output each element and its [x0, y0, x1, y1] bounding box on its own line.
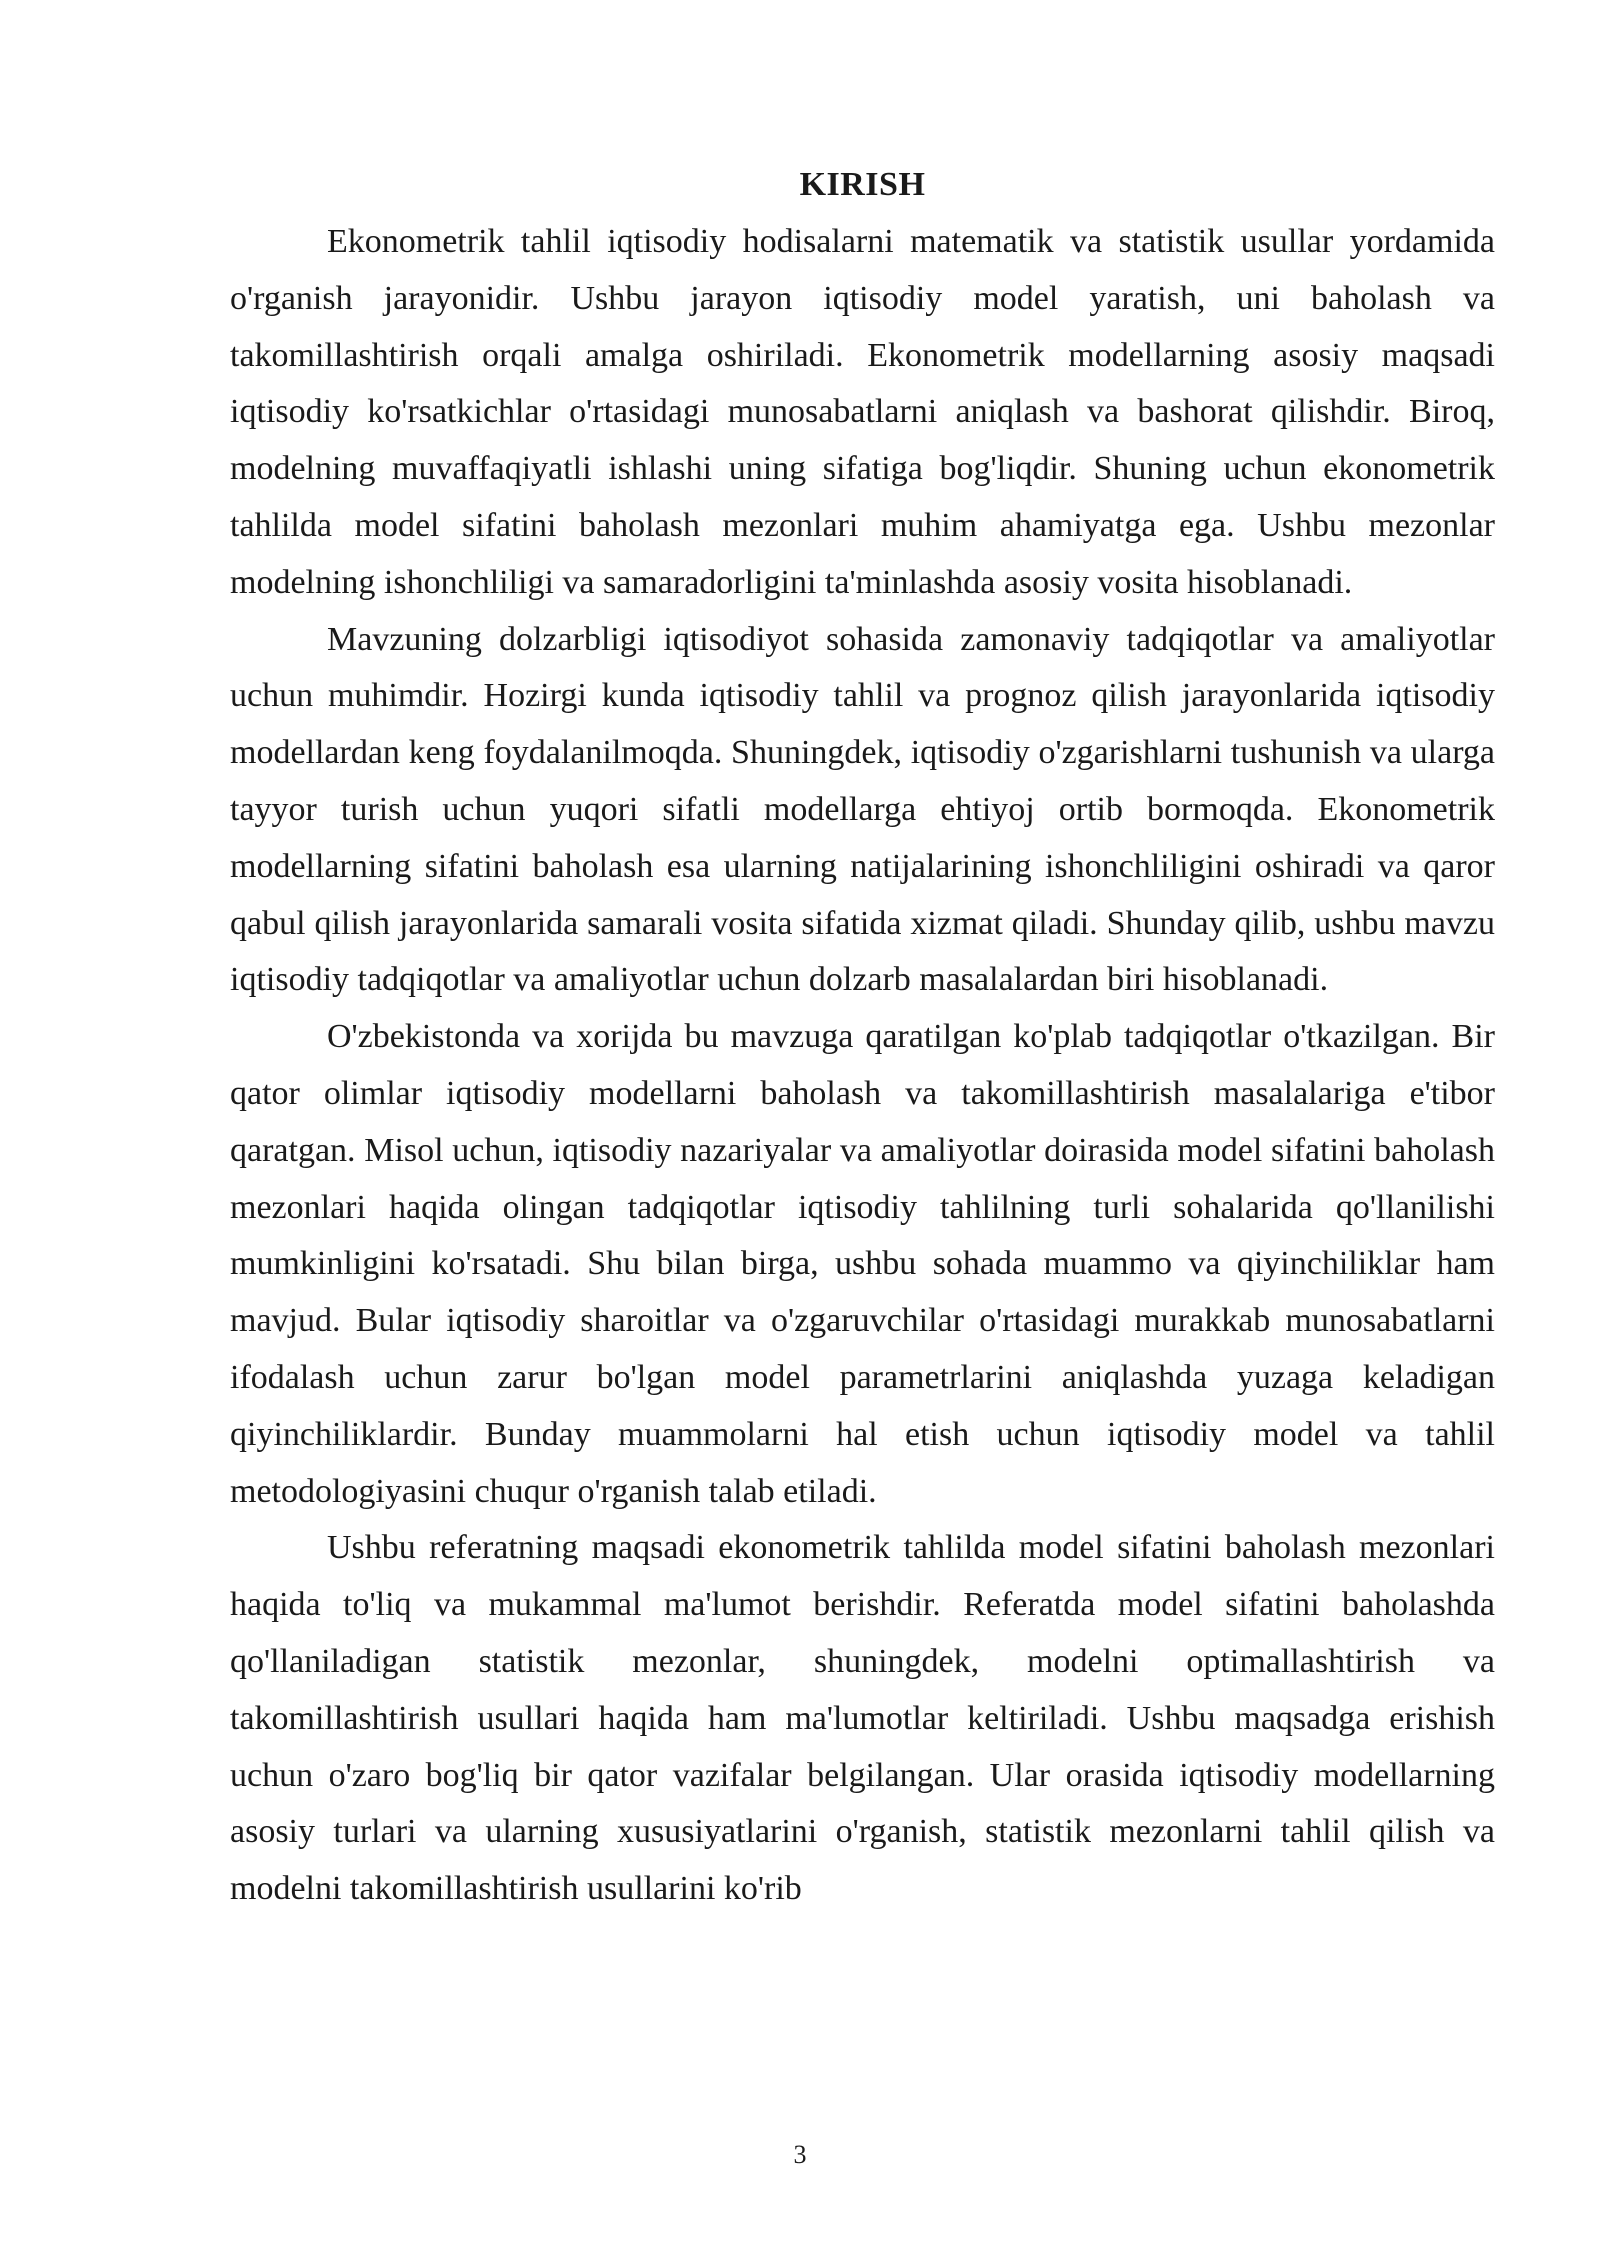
page-number: 3: [793, 2140, 807, 2169]
paragraph-aim: Ushbu referatning maqsadi ekonometrik tahlilda model sifatini baholash mezonlari haqida to'liq va mukammal ma'lumot berishdir. Referatda model sifatini baholashda qo'llaniladigan statistik mezonlar, shuningdek, modelni optimallashtirish va takomillashtirish usullari haqida ham ma'lumotlar keltiriladi. Ushbu maqsadga erishish uchun o'zaro bog'liq bir qator vazifalar belgilangan. Ular orasida iqtisodiy modellarning asosiy turlari va ularning xususiyatlarini o'rganish, statistik mezonlarni tahlil qilish va modelni takomillashtirish usullarini ko'rib: [230, 1529, 1495, 1908]
paragraph-introduction: Ekonometrik tahlil iqtisodiy hodisalarni matematik va statistik usullar yordamida o'rganish jarayonidir. Ushbu jarayon iqtisodiy model yaratish, uni baholash va takomillashtirish orqali amalga oshiriladi. Ekonometrik modellarning asosiy maqsadi iqtisodiy ko'rsatkichlar o'rtasidagi munosabatlarni aniqlash va bashorat qilishdir. Biroq, modelning muvaffaqiyatli ishlashi uning sifatiga bog'liqdir. Shuning uchun ekonometrik tahlilda model sifatini baholash mezonlari muhim ahamiyatga ega. Ushbu mezonlar modelning ishonchliligi va samaradorligini ta'minlashda asosiy vosita hisoblanadi.: [230, 223, 1495, 601]
paragraph-prior-research: O'zbekistonda va xorijda bu mavzuga qaratilgan ko'plab tadqiqotlar o'tkazilgan. Bir qator olimlar iqtisodiy modellarni baholash va takomillashtirish masalalariga e'tibor qaratgan. Misol uchun, iqtisodiy nazariyalar va amaliyotlar doirasida model sifatini baholash mezonlari haqida olingan tadqiqotlar iqtisodiy tahlilning turli sohalarida qo'llanilishi mumkinligini ko'rsatadi. Shu bilan birga, ushbu sohada muammo va qiyinchiliklar ham mavjud. Bular iqtisodiy sharoitlar va o'zgaruvchilar o'rtasidagi murakkab munosabatlarni ifodalash uchun zarur bo'lgan model parametrlarini aniqlashda yuzaga keladigan qiyinchiliklardir. Bunday muammolarni hal etish uchun iqtisodiy model va tahlil metodologiyasini chuqur o'rganish talab etiladi.: [230, 1018, 1495, 1510]
page-title: KIRISH: [799, 166, 926, 203]
paragraph-relevance: Mavzuning dolzarbligi iqtisodiyot sohasida zamonaviy tadqiqotlar va amaliyotlar uchun muhimdir. Hozirgi kunda iqtisodiy tahlil va prognoz qilish jarayonlarida iqtisodiy modellardan keng foydalanilmoqda. Shuningdek, iqtisodiy o'zgarishlarni tushunish va ularga tayyor turish uchun yuqori sifatli modellarga ehtiyoj ortib bormoqda. Ekonometrik modellarning sifatini baholash esa ularning natijalarining ishonchliligini oshiradi va qaror qabul qilish jarayonlarida samarali vosita sifatida xizmat qiladi. Shunday qilib, ushbu mavzu iqtisodiy tadqiqotlar va amaliyotlar uchun dolzarb masalalardan biri hisoblanadi.: [230, 620, 1495, 999]
page-content: [230, 160, 1495, 1918]
